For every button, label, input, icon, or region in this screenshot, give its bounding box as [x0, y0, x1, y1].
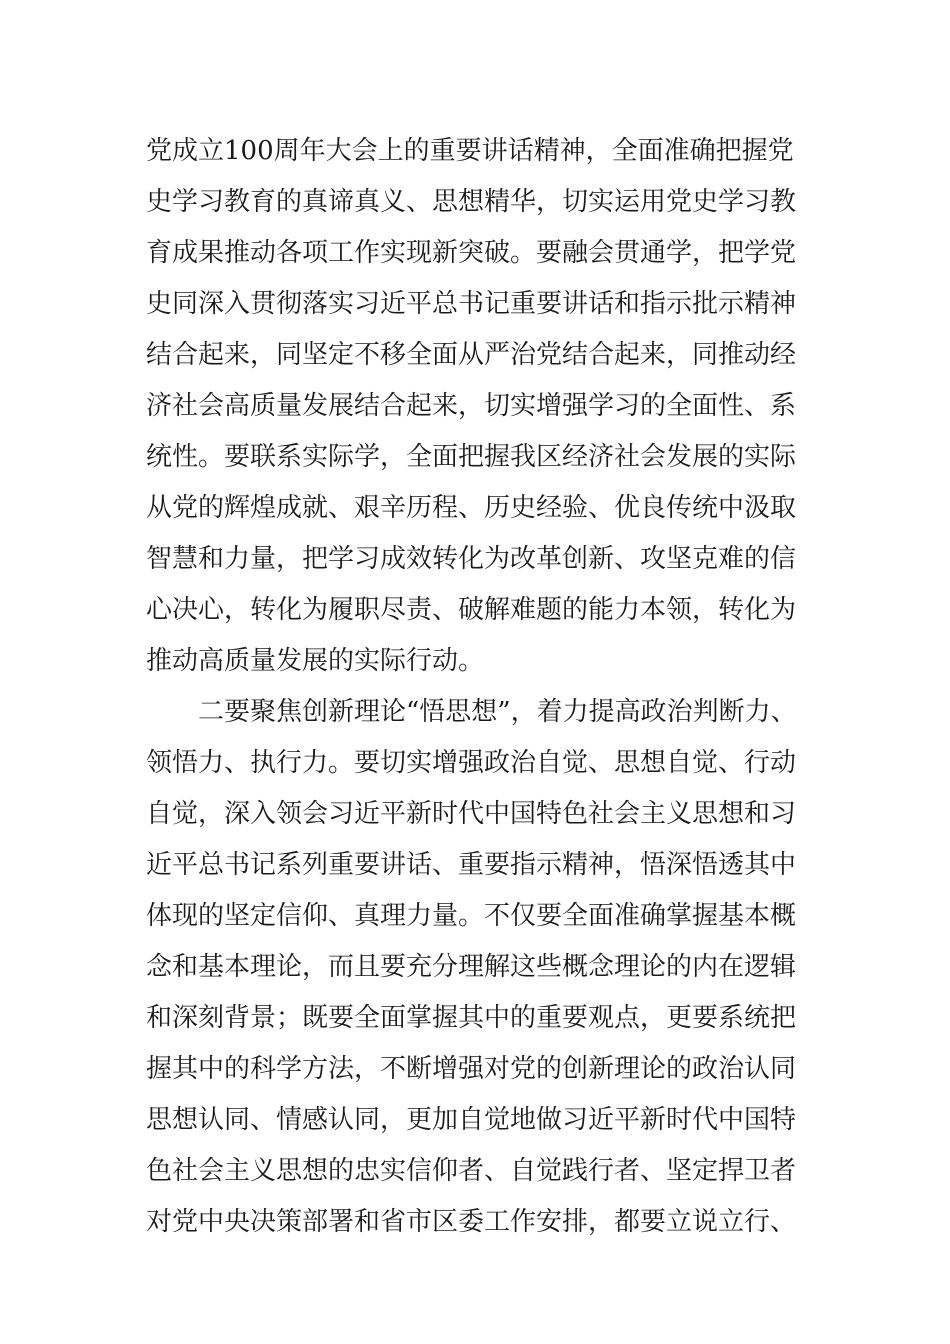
text-line-18: 和深刻背景；既要全面掌握其中的重要观点，更要系统把	[146, 1003, 797, 1033]
body-text	[146, 126, 816, 1248]
text-line-16: 体现的坚定信仰、真理力量。不仅要全面准确掌握基本概	[146, 901, 797, 931]
text-line-21: 色社会主义思想的忠实信仰者、自觉践行者、坚定捍卫者	[146, 1156, 797, 1186]
text-line-13: 领悟力、执行力。要切实增强政治自觉、思想自觉、行动	[146, 748, 797, 778]
text-line-9: 智慧和力量，把学习成效转化为改革创新、攻坚克难的信	[146, 544, 797, 574]
text-line-1: 党成立100周年大会上的重要讲话精神，全面准确把握党	[146, 136, 794, 166]
text-line-6: 济社会高质量发展结合起来，切实增强学习的全面性、系	[146, 391, 797, 421]
text-line-5: 结合起来，同坚定不移全面从严治党结合起来，同推动经	[146, 340, 797, 370]
text-line-8: 从党的辉煌成就、艰辛历程、历史经验、优良传统中汲取	[146, 493, 797, 523]
text-line-17: 念和基本理论，而且要充分理解这些概念理论的内在逻辑	[146, 952, 797, 982]
text-line-3: 育成果推动各项工作实现新突破。要融会贯通学，把学党	[146, 238, 797, 268]
text-line-12: 二要聚焦创新理论“悟思想”，着力提高政治判断力、	[146, 697, 797, 727]
text-line-10: 心决心，转化为履职尽责、破解难题的能力本领，转化为	[146, 595, 797, 625]
text-line-14: 自觉，深入领会习近平新时代中国特色社会主义思想和习	[146, 799, 797, 829]
text-line-4: 史同深入贯彻落实习近平总书记重要讲话和指示批示精神	[146, 289, 797, 319]
text-line-19: 握其中的科学方法，不断增强对党的创新理论的政治认同	[146, 1054, 797, 1084]
text-line-15: 近平总书记系列重要讲话、重要指示精神，悟深悟透其中	[146, 850, 797, 880]
text-line-2: 史学习教育的真谛真义、思想精华，切实运用党史学习教	[146, 187, 797, 217]
text-line-20: 思想认同、情感认同，更加自觉地做习近平新时代中国特	[146, 1105, 797, 1135]
text-line-7: 统性。要联系实际学，全面把握我区经济社会发展的实际	[146, 442, 797, 472]
text-line-22: 对党中央决策部署和省市区委工作安排，都要立说立行、	[146, 1207, 797, 1237]
text-line-11: 推动高质量发展的实际行动。	[146, 646, 485, 676]
